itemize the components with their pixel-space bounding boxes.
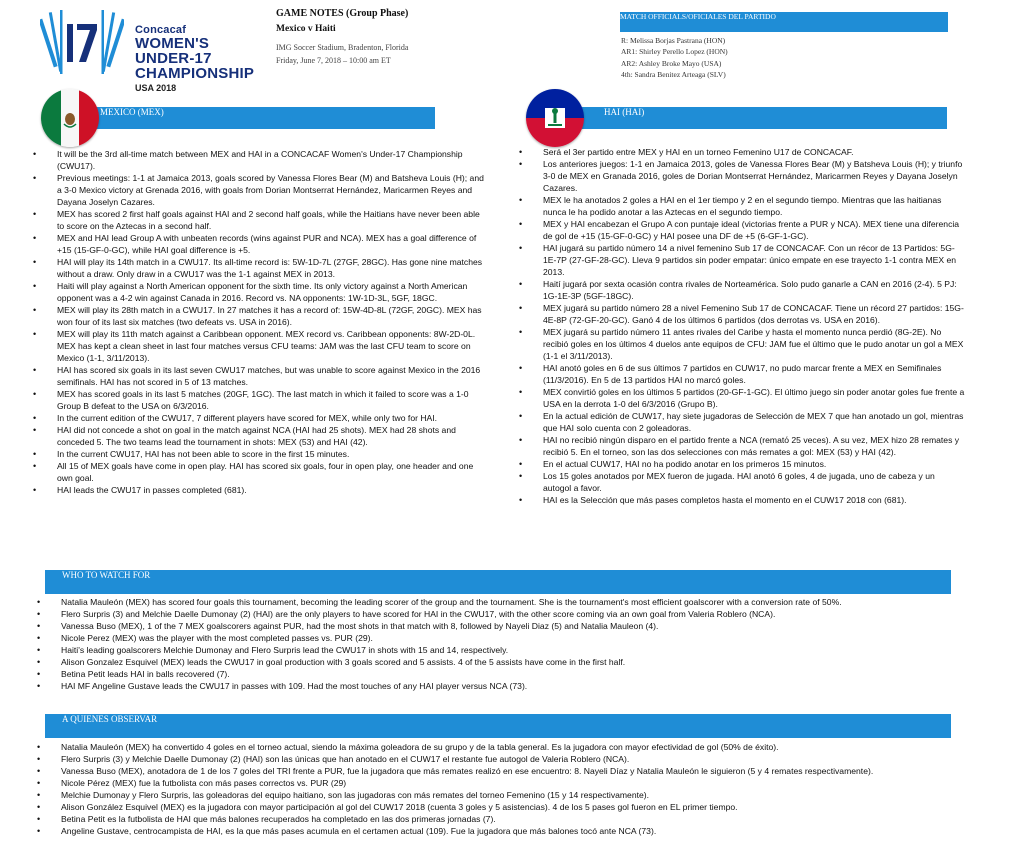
list-item: • In the current CWU17, HAI has not been able to score in the first 15 minutes.: [29, 448, 484, 460]
list-item: • HAI no recibió ningún disparo en el partido frente a NCA (rematό 25 veces). A su vez, MEX hizo 28 remates y recibió 5. En el torneo, son las dos selecciones con más remates a gol: MEX (53) y HAI (42).: [515, 434, 965, 458]
concacaf-logo: [40, 8, 270, 93]
list-item: • MEX convirtió goles en los últimos 5 partidos (20-GF-1-GC). El último juego sin poder anotar goles fue frente a USA en la derrota 1-0 del 6/3/2016 (Grupo B).: [515, 386, 965, 410]
game-notes-title: GAME NOTES (Group Phase): [276, 8, 409, 19]
venue: IMG Soccer Stadium, Bradenton, Florida: [276, 43, 409, 52]
list-item: • MEX and HAI lead Group A with unbeaten records (wins against PUR and NCA). MEX has a goal difference of +15 (15-GF-0-GC), while HAI goal difference is +5.: [29, 232, 484, 256]
list-item: • HAI did not concede a shot on goal in the match against NCA (HAI had 25 shots). MEX had 28 shots and conceded 5. The two teams lead the tournament in shots: MEX (53) and HAI (42).: [29, 424, 484, 448]
list-item: • Natalia Mauleón (MEX) has scored four goals this tournament, becoming the leading scorer of the group and the tournament. She is the tournament's most efficient goalscorer with a conversion rate of 50%.: [33, 596, 993, 608]
list-item: • MEX jugará su partido número 11 antes rivales del Caribe y hasta el momento nunca perdió (8G-2E). No recibió goles en los últimos 4 duelos ante equipos de CFU: JAM fue el último que le pudo anotar un gol a MEX (1-1 el 3/11/2013).: [515, 326, 965, 362]
list-item: • Alison Gonzalez Esquivel (MEX) leads the CWU17 in goal production with 3 goals scored and 5 assists. 4 of the 5 assists have come in the first half.: [33, 656, 993, 668]
list-item: • Previous meetings: 1-1 at Jamaica 2013, goals scored by Vanessa Flores Bear (M) and Batsheva Louis (H); and a 3-0 Mexico victory at Grenada 2016, with goals from Dorian Montserrat Hernández, Maricarmen Reyes and Dayana Joselyn Cazares.: [29, 172, 484, 208]
list-item: • HAI will play its 14th match in a CWU17. Its all-time record is: 5W-1D-7L (27GF, 28GC). Has gone nine matches without a draw. Only draw in a CWU17 was the 1-1 against MEX in 2013.: [29, 256, 484, 280]
official-ar2: AR2: Ashley Broke Mayo (USA): [621, 58, 722, 68]
list-item: • Haiti's leading goalscorers Melchie Dumonay and Flero Surpris lead the CWU17 in shots with 15 and 14, respectively.: [33, 644, 993, 656]
officials-header-bar: [620, 12, 948, 32]
list-item: • Melchie Dumonay y Flero Surpris, las goleadoras del equipo haitiano, son las jugadoras con más remates del torneo Femenino (15 y 14 respectivamente).: [33, 789, 993, 801]
game-notes-header: [276, 8, 526, 65]
haiti-header: HAI (HAI): [604, 107, 645, 117]
list-item: • HAI leads the CWU17 in passes completed (681).: [29, 484, 484, 496]
list-item: • HAI es la Selección que más pases completos hasta el momento en el CUW17 2018 con (681).: [515, 494, 965, 506]
list-item: • MEX will play its 28th match in a CWU17. In 27 matches it has a record of: 15W-4D-8L (72GF, 20GC). MEX has won four of its last six matches (two defeats vs. USA in 2016).: [29, 304, 484, 328]
list-item: • HAI has scored six goals in its last seven CWU17 matches, but was unable to score against Mexico in the 2016 semifinals. HAI has not scored in 5 of 13 matches.: [29, 364, 484, 388]
haiti-header-bar: [582, 107, 947, 129]
list-item: • Flero Surpris (3) y Melchie Daelle Dumonay (2) (HAI) son las únicas que han anotado en el CUW17 el restante fue autogol de Valeria Roblero (NCA).: [33, 753, 993, 765]
officials-header: MATCH OFFICIALS/OFICIALES DEL PARTIDO: [620, 12, 776, 21]
a-quienes-observar-header-bar: [45, 714, 951, 738]
list-item: • MEX jugará su partido número 28 a nivel Femenino Sub 17 de CONCACAF. Tiene un récord 27 partidos: 15G-4E-8P (72-GF-20-GC). Ganó 4 de los últimos 6 partidos (dos derrotas vs. USA en 2016).: [515, 302, 965, 326]
list-item: • MEX y HAI encabezan el Grupo A con puntaje ideal (victorias frente a PUR y NCA). MEX tiene una diferencia de gol de +15 (15-GF-0-GC) y HAI posee una DF de +5 (6-GF-1-GC).: [515, 218, 965, 242]
a-quienes-observar-list: [33, 741, 993, 837]
list-item: • En el actual CUW17, HAI no ha podido anotar en los primeros 15 minutos.: [515, 458, 965, 470]
list-item: • Betina Petit es la futbolista de HAI que más balones recuperados ha completado en las dos primeras jornadas (7).: [33, 813, 993, 825]
mexico-header-bar: [92, 107, 435, 129]
list-item: • In the current edition of the CWU17, 7 different players have scored for MEX, while only two for HAI.: [29, 412, 484, 424]
list-item: • MEX has scored goals in its last 5 matches (20GF, 1GC). The last match in which it failed to score was a 1-0 Group B defeat to the USA on 6/3/2016.: [29, 388, 484, 412]
list-item: • Los 15 goles anotados por MEX fueron de jugada. HAI anotó 6 goles, 4 de jugada, uno de cabeza y un autogol a favor.: [515, 470, 965, 494]
list-item: • Vanessa Buso (MEX), anotadora de 1 de los 7 goles del TRI frente a PUR, fue la jugadora que más remates realizó en ese encuentro: 8. Nayeli Díaz y Natalia Mauleón le siguieron (5 y 4 remates respectivamente).: [33, 765, 993, 777]
brand-line-1: Concacaf: [135, 24, 187, 36]
mexico-flag-icon: [41, 89, 99, 147]
championship-emblem-icon: [40, 8, 124, 78]
who-to-watch-list: [33, 596, 993, 692]
list-item: • Natalia Mauleón (MEX) ha convertido 4 goles en el torneo actual, siendo la máxima goleadora de su grupo y de la tabla general. Es la jugadora con mayor efectividad de gol (50% de éxito).: [33, 741, 993, 753]
list-item: • MEX le ha anotados 2 goles a HAI en el 1er tiempo y 2 en el segundo tiempo. Mientras que las haitianas nunca le ha podido anotar a las Aztecas en el segundo tiempo.: [515, 194, 965, 218]
list-item: • Haiti will play against a North American opponent for the sixth time. Its only victory against a North American opponent was a 4-2 win against Canada in 2016. Record vs. NA opponents: 1W-1D-3L, 5GF, 18GC.: [29, 280, 484, 304]
list-item: • HAI MF Angeline Gustave leads the CWU17 in passes with 109. Had the most touches of any HAI player versus NCA (73).: [33, 680, 993, 692]
brand-line-2: WOMEN'S UNDER-17: [135, 35, 212, 67]
list-item: • HAI anotó goles en 6 de sus últimos 7 partidos en CUW17, no pudo marcar frente a MEX en Semifinales (11/3/2016). En 5 de 13 partidos HAI no marcó goles.: [515, 362, 965, 386]
list-item: • Nicole Pérez (MEX) fue la futbolista con más pases correctos vs. PUR (29): [33, 777, 993, 789]
list-item: • En la actual edición de CUW17, hay siete jugadoras de Selección de MEX 7 que han anotado un gol, mientras que HAI solo cuenta con 2 goleadoras.: [515, 410, 965, 434]
matchup: Mexico v Haiti: [276, 24, 336, 34]
brand-line-3: CHAMPIONSHIP: [135, 65, 255, 82]
list-item: • Nicole Perez (MEX) was the player with the most completed passes vs. PUR (29).: [33, 632, 993, 644]
list-item: • Betina Petit leads HAI in balls recovered (7).: [33, 668, 993, 680]
list-item: • MEX will play its 11th match against a Caribbean opponent. MEX record vs. Caribbean opponents: 8W-2D-0L. MEX has kept a clean sheet in last four matches versus CFU teams: JAM was the last CFU team to score on Mexico (1-1, 3/11/2013).: [29, 328, 484, 364]
list-item: • It will be the 3rd all-time match between MEX and HAI in a CONCACAF Women's Under-17 Championship (CWU17).: [29, 148, 484, 172]
haiti-notes-list: [515, 146, 965, 506]
who-to-watch-header: WHO TO WATCH FOR: [62, 570, 151, 580]
who-to-watch-header-bar: [45, 570, 951, 594]
official-referee: R: Melissa Borjas Pastrana (HON): [621, 36, 726, 45]
list-item: • Flero Surpris (3) and Melchie Daelle Dumonay (2) (HAI) are the only players to have scored for HAI in the CWU17, with the other score coming via an own goal from Valeria Roblero (NCA).: [33, 608, 993, 620]
list-item: • All 15 of MEX goals have come in open play. HAI has scored six goals, four in open play, one header and one own goal.: [29, 460, 484, 484]
official-ar1: AR1: Shirley Perello Lopez (HON): [621, 47, 728, 57]
brand-line-4: USA 2018: [135, 83, 177, 93]
list-item: • Será el 3er partido entre MEX y HAI en un torneo Femenino U17 de CONCACAF.: [515, 146, 965, 158]
list-item: • Angeline Gustave, centrocampista de HAI, es la que más pases acumula en el certamen actual (109). Fue la jugadora que más balones tocó ante NCA (73).: [33, 825, 993, 837]
list-item: • Alison González Esquivel (MEX) es la jugadora con mayor participación al gol del CUW17 2018 (cuenta 3 goles y 5 asistencias). 4 de los 5 pases gol fueron en EL primer tiempo.: [33, 801, 993, 813]
list-item: • Vanessa Buso (MEX), 1 of the 7 MEX goalscorers against PUR, had the most shots in that match with 8, followed by Nayeli Diaz (5) and Natalia Mauleon (4).: [33, 620, 993, 632]
list-item: • HAI jugará su partido número 14 a nivel femenino Sub 17 de CONCACAF. Con un récor de 13 Partidos: 5G-1E-7P (27-GF-28-GC). Lleva 9 partidos sin poder empatar: único empate en ese trayecto 1-1 contra MEX en 2013.: [515, 242, 965, 278]
list-item: • MEX has scored 2 first half goals against HAI and 2 second half goals, while the Haitians have never been able to score on the Aztecas in a second half.: [29, 208, 484, 232]
list-item: • Los anteriores juegos: 1-1 en Jamaica 2013, goles de Vanessa Flores Bear (M) y Batsheva Louis (H); y triunfo 3-0 de MEX en Granada 2016, goles de Dorian Montserrat Hernández, Maricarmen Reyes y Dayana Joselyn Cazares.: [515, 158, 965, 194]
official-fourth: 4th: Sandra Benitez Arteaga (SLV): [621, 69, 726, 79]
mexico-header: MEXICO (MEX): [100, 107, 164, 117]
list-item: • Haití jugará por sexta ocasión contra rivales de Norteamérica. Solo pudo ganarle a CAN en 2016 (2-4). 5 PJ: 1G-1E-3P (5GF-18GC).: [515, 278, 965, 302]
mexico-notes-list: [29, 148, 484, 496]
haiti-flag-icon: [526, 89, 584, 147]
a-quienes-observar-header: A QUIENES OBSERVAR: [62, 714, 158, 724]
match-datetime: Friday, June 7, 2018 – 10:00 am ET: [276, 56, 391, 65]
officials-list: [621, 36, 728, 81]
